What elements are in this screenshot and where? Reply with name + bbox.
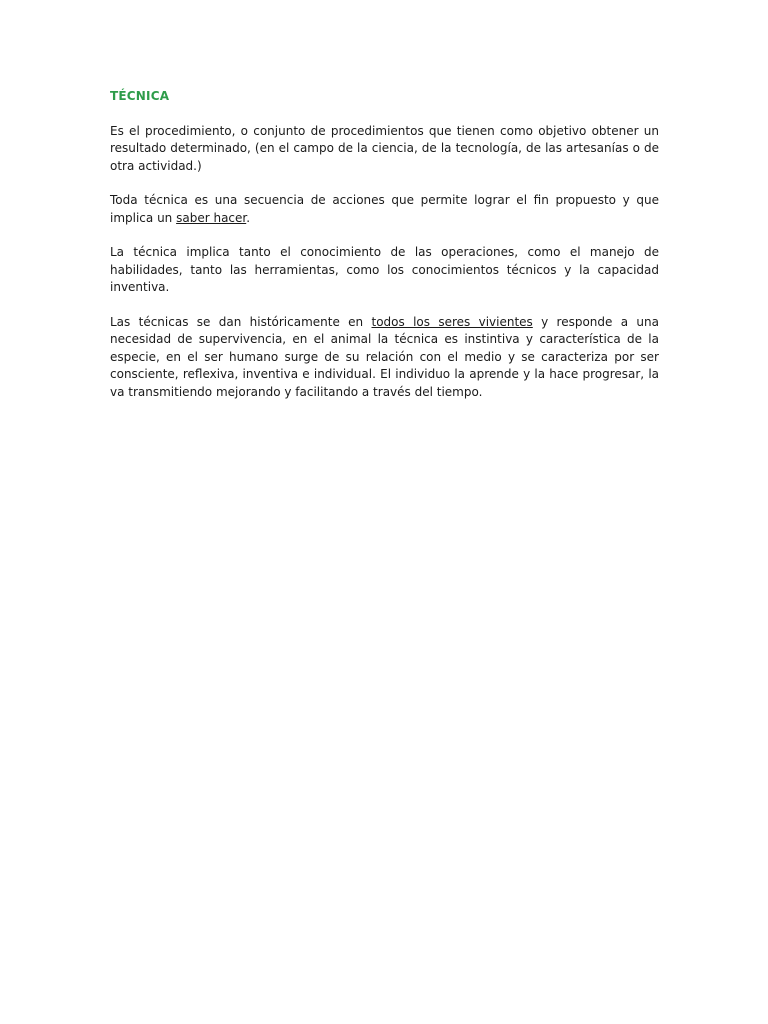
paragraph-definition: Es el procedimiento, o conjunto de procedimientos que tienen como objetivo obtener un resultado determinado, (en el campo de la ciencia, de la tecnología, de las artesanías o de otra actividad.) xyxy=(110,123,659,173)
paragraph-history-text: Las técnicas se dan históricamente en xyxy=(110,314,372,329)
saber-hacer-link[interactable]: saber hacer xyxy=(176,210,247,225)
paragraph-sequence xyxy=(110,192,659,227)
paragraph-history-rest: y responde a una necesidad de supervivencia, en el animal la técnica es instintiva y característica de la especie, en el ser humano surge de su relación con el medio y se caracteriza por ser consciente, reflexiva, inventiva e individual. El individuo la aprende y la hace progresar, la va transmitiendo mejorando y facilitando a través del tiempo. xyxy=(110,314,659,399)
document-title: TÉCNICA xyxy=(110,89,170,103)
seres-vivientes-link[interactable]: todos los seres vivientes xyxy=(371,314,533,329)
document-body xyxy=(110,88,659,418)
paragraph-history xyxy=(110,314,659,402)
paragraph-implies: La técnica implica tanto el conocimiento de las operaciones, como el manejo de habilidades, tanto las herramientas, como los conocimientos técnicos y la capacidad inventiva. xyxy=(110,245,659,294)
paragraph-sequence-end: . xyxy=(246,210,251,225)
paragraph-sequence-text: Toda técnica es una secuencia de acciones que permite lograr el fin propuesto y que implica un xyxy=(110,193,659,225)
